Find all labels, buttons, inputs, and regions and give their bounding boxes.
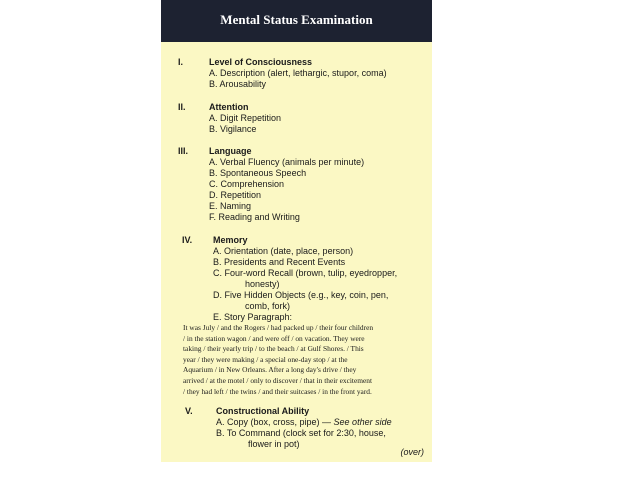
section-item: E. Naming bbox=[209, 201, 252, 211]
story-line: / in the station wagon / and were off / on vacation. They were bbox=[183, 333, 365, 343]
story-line: arrived / at the motel / only to discover / that in their excitement bbox=[183, 375, 373, 385]
section-numeral: II. bbox=[178, 102, 186, 112]
section-item: A. Description (alert, lethargic, stupor, coma) bbox=[209, 68, 387, 78]
section-item: A. Orientation (date, place, person) bbox=[213, 246, 354, 256]
item-note: See other side bbox=[333, 417, 392, 427]
section-language bbox=[209, 146, 364, 223]
section-numeral: V. bbox=[185, 406, 193, 416]
section-item: D. Repetition bbox=[209, 190, 262, 200]
section-memory bbox=[213, 235, 397, 323]
exam-card bbox=[161, 0, 432, 462]
story-line: It was July / and the Rogers / had packed up / their four children bbox=[183, 323, 374, 332]
story-paragraph bbox=[183, 323, 431, 397]
section-item bbox=[216, 417, 392, 428]
section-item-continued: flower in pot) bbox=[248, 439, 300, 449]
section-constructional-ability bbox=[216, 406, 392, 450]
section-item: C. Comprehension bbox=[209, 179, 285, 189]
section-title: Language bbox=[209, 146, 252, 156]
section-item: A. Digit Repetition bbox=[209, 113, 282, 123]
section-item: B. Vigilance bbox=[209, 124, 257, 134]
section-numeral: I. bbox=[178, 57, 184, 67]
section-item: B. Spontaneous Speech bbox=[209, 168, 307, 178]
section-item: B. Arousability bbox=[209, 79, 267, 89]
item-text: A. Copy (box, cross, pipe) — bbox=[216, 417, 334, 427]
section-title: Memory bbox=[213, 235, 248, 245]
section-numeral: IV. bbox=[182, 235, 193, 245]
story-line: year / they were making / a special one-day stop / at the bbox=[183, 354, 348, 364]
section-title: Constructional Ability bbox=[216, 406, 310, 416]
section-item: E. Story Paragraph: bbox=[213, 312, 293, 322]
section-item-continued: honesty) bbox=[245, 279, 280, 289]
section-level-of-consciousness bbox=[209, 57, 387, 90]
section-attention bbox=[209, 102, 281, 135]
card-title: Mental Status Examination bbox=[161, 0, 432, 42]
section-numeral: III. bbox=[178, 146, 189, 156]
section-item: C. Four-word Recall (brown, tulip, eyedropper, bbox=[213, 268, 398, 278]
section-item: B. To Command (clock set for 2:30, house, bbox=[216, 428, 386, 438]
story-line: / they had left / the twins / and their suitcases / in the front yard. bbox=[183, 386, 372, 396]
section-title: Attention bbox=[209, 102, 249, 112]
section-item: B. Presidents and Recent Events bbox=[213, 257, 346, 267]
section-item: D. Five Hidden Objects (e.g., key, coin, pen, bbox=[213, 290, 389, 300]
over-note: (over) bbox=[400, 447, 424, 457]
section-item: A. Verbal Fluency (animals per minute) bbox=[209, 157, 365, 167]
story-line: Aquarium / in New Orleans. After a long day's drive / they bbox=[183, 365, 357, 375]
section-item-continued: comb, fork) bbox=[245, 301, 291, 311]
story-line: taking / their yearly trip / to the beach / at Gulf Shores. / This bbox=[183, 344, 364, 354]
section-item: F. Reading and Writing bbox=[209, 212, 300, 222]
section-title: Level of Consciousness bbox=[209, 57, 313, 67]
